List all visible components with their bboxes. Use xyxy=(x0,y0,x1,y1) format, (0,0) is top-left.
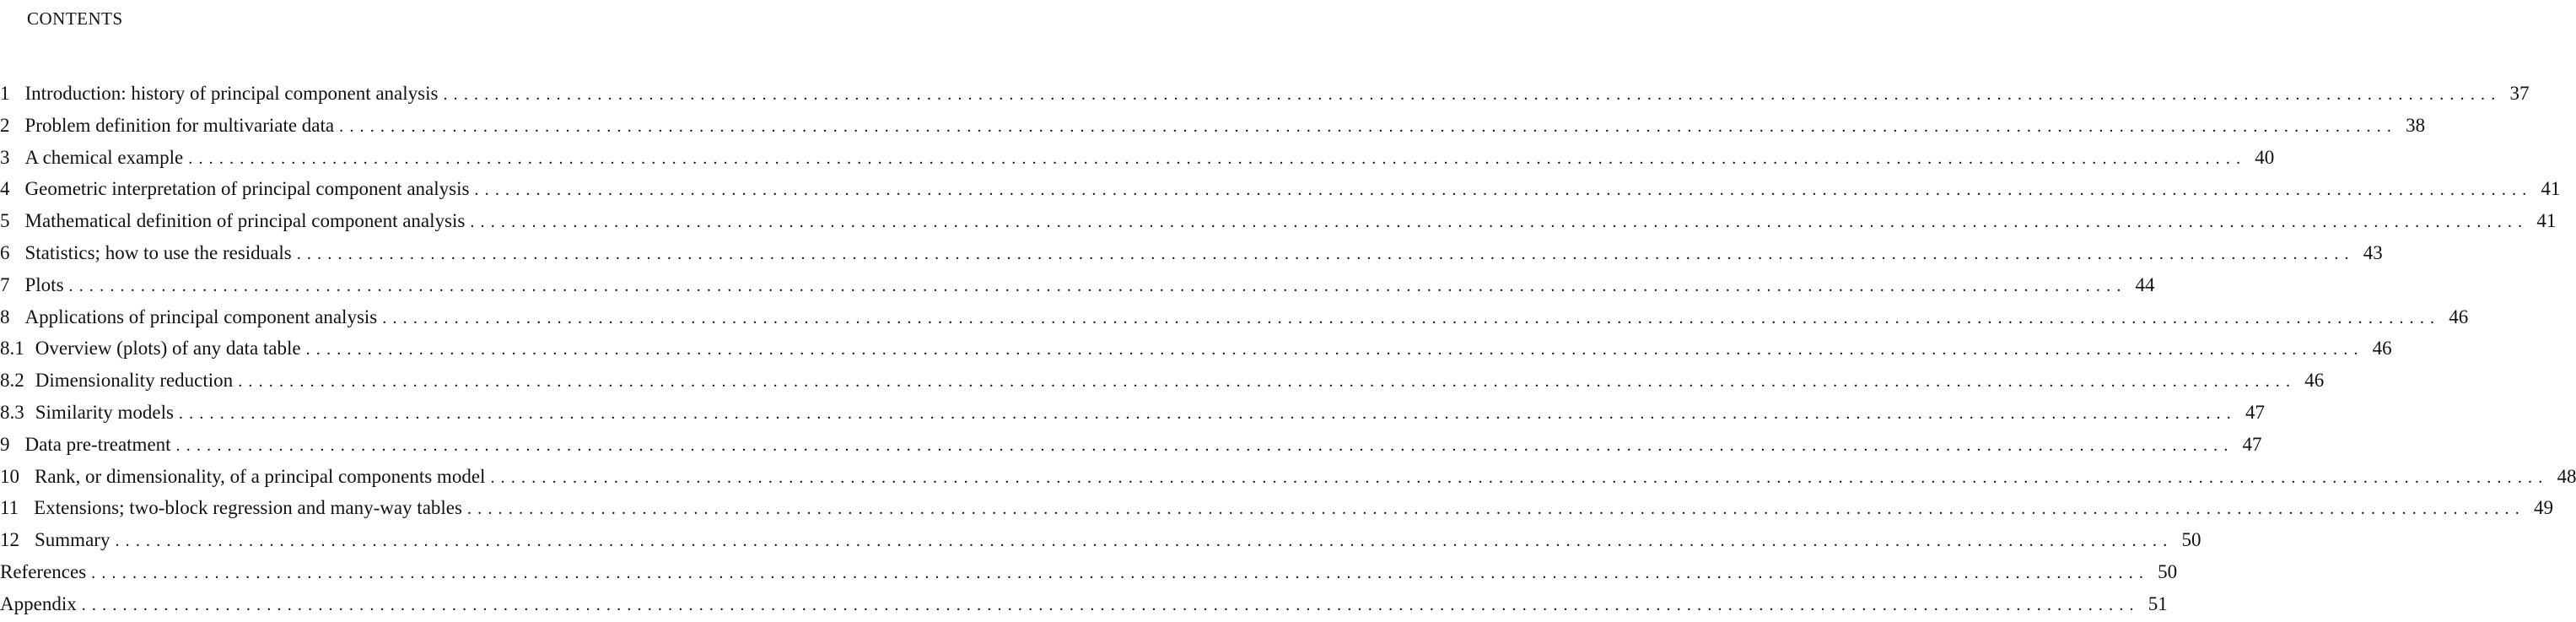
dot-leader: ........................................................................................................................................................................................................ xyxy=(470,213,2529,232)
toc-entry-number: 11 xyxy=(0,497,19,519)
toc-entry-page-number: 49 xyxy=(2533,497,2553,519)
toc-entry-title: Appendix xyxy=(0,592,77,614)
toc-entry-number: 4 xyxy=(0,178,10,200)
toc-entry-page-number: 50 xyxy=(2158,560,2178,582)
dot-leader: ........................................................................................................................................................................................................ xyxy=(490,468,2549,487)
toc-entry xyxy=(0,269,2155,301)
toc-entry-page-number: 48 xyxy=(2557,465,2576,487)
toc-entry xyxy=(0,524,2201,556)
toc-entry-page-number: 51 xyxy=(2148,592,2168,614)
toc-entry-page-number: 41 xyxy=(2541,178,2561,200)
toc-entry xyxy=(0,492,2553,524)
toc-entry-number: 12 xyxy=(0,529,19,551)
dot-leader: ........................................................................................................................................................................................................ xyxy=(178,403,2237,423)
toc-entry-title: Rank, or dimensionality, of a principal components model xyxy=(35,465,486,487)
dot-leader: ........................................................................................................................................................................................................ xyxy=(238,372,2297,392)
toc-entry xyxy=(0,205,2557,237)
toc-entry xyxy=(0,556,2178,588)
toc-entry xyxy=(0,301,2469,333)
dot-leader: ........................................................................................................................................................................................................ xyxy=(466,500,2525,519)
toc-entry-title: Geometric interpretation of principal component analysis xyxy=(24,178,470,200)
toc-entry xyxy=(0,365,2325,397)
table-of-contents xyxy=(0,78,2576,620)
contents-heading: CONTENTS xyxy=(27,8,123,29)
toc-entry-number: 2 xyxy=(0,114,10,136)
dot-leader: ........................................................................................................................................................................................................ xyxy=(188,149,2247,168)
dot-leader: ........................................................................................................................................................................................................ xyxy=(115,532,2174,551)
toc-entry-page-number: 41 xyxy=(2536,210,2557,232)
dot-leader: ........................................................................................................................................................................................................ xyxy=(296,244,2355,263)
dot-leader: ........................................................................................................................................................................................................ xyxy=(474,181,2533,200)
toc-entry-number: 5 xyxy=(0,210,10,232)
toc-entry-number: 8.2 xyxy=(0,370,24,392)
dot-leader: ........................................................................................................................................................................................................ xyxy=(81,595,2140,614)
toc-entry-page-number: 46 xyxy=(2372,338,2392,360)
toc-entry-title: Dimensionality reduction xyxy=(35,370,234,392)
toc-entry-title: References xyxy=(0,560,87,582)
dot-leader: ........................................................................................................................................................................................................ xyxy=(339,116,2398,136)
toc-entry-page-number: 44 xyxy=(2135,273,2155,295)
toc-entry-page-number: 43 xyxy=(2363,241,2383,263)
toc-entry-title: Statistics; how to use the residuals xyxy=(24,241,292,263)
toc-entry-title: Overview (plots) of any data table xyxy=(35,338,301,360)
toc-entry-number: 8.3 xyxy=(0,401,24,423)
toc-entry-number: 3 xyxy=(0,146,10,168)
dot-leader: ........................................................................................................................................................................................................ xyxy=(68,276,2127,295)
toc-entry-title: Applications of principal component analysis xyxy=(24,306,378,327)
dot-leader: ........................................................................................................................................................................................................ xyxy=(175,435,2234,455)
toc-entry-page-number: 37 xyxy=(2509,83,2530,104)
toc-entry-page-number: 40 xyxy=(2255,146,2275,168)
toc-entry-number: 8 xyxy=(0,306,10,327)
toc-entry-title: A chemical example xyxy=(24,146,184,168)
toc-entry-title: Mathematical definition of principal component analysis xyxy=(24,210,466,232)
toc-entry-number: 10 xyxy=(0,465,19,487)
toc-entry-title: Extensions; two-block regression and many-way tables xyxy=(34,497,462,519)
toc-entry-page-number: 38 xyxy=(2406,114,2426,136)
toc-entry xyxy=(0,333,2392,365)
toc-entry xyxy=(0,588,2168,620)
dot-leader: ........................................................................................................................................................................................................ xyxy=(382,308,2441,327)
toc-entry xyxy=(0,173,2561,205)
toc-entry-page-number: 46 xyxy=(2449,306,2469,327)
toc-entry-title: Problem definition for multivariate data xyxy=(24,114,335,136)
dot-leader: ........................................................................................................................................................................................................ xyxy=(443,85,2502,104)
toc-entry xyxy=(0,397,2265,429)
toc-entry xyxy=(0,142,2275,174)
toc-entry-number: 8.1 xyxy=(0,338,24,360)
toc-entry xyxy=(0,429,2262,461)
toc-entry xyxy=(0,110,2426,142)
toc-entry-title: Introduction: history of principal component analysis xyxy=(24,83,439,104)
toc-entry-number: 6 xyxy=(0,241,10,263)
toc-entry xyxy=(0,237,2383,269)
toc-entry-page-number: 46 xyxy=(2304,370,2325,392)
toc-entry-title: Data pre-treatment xyxy=(24,433,171,455)
toc-entry-number: 9 xyxy=(0,433,10,455)
toc-entry-title: Summary xyxy=(35,529,110,551)
toc-entry xyxy=(0,461,2576,493)
toc-entry-page-number: 47 xyxy=(2242,433,2262,455)
dot-leader: ........................................................................................................................................................................................................ xyxy=(91,563,2150,582)
toc-entry-title: Plots xyxy=(24,273,64,295)
toc-entry-title: Similarity models xyxy=(35,401,174,423)
toc-entry-page-number: 50 xyxy=(2181,529,2201,551)
dot-leader: ........................................................................................................................................................................................................ xyxy=(305,340,2364,360)
toc-entry-number: 1 xyxy=(0,83,10,104)
toc-entry-number: 7 xyxy=(0,273,10,295)
toc-entry xyxy=(0,78,2530,110)
toc-entry-page-number: 47 xyxy=(2245,401,2265,423)
